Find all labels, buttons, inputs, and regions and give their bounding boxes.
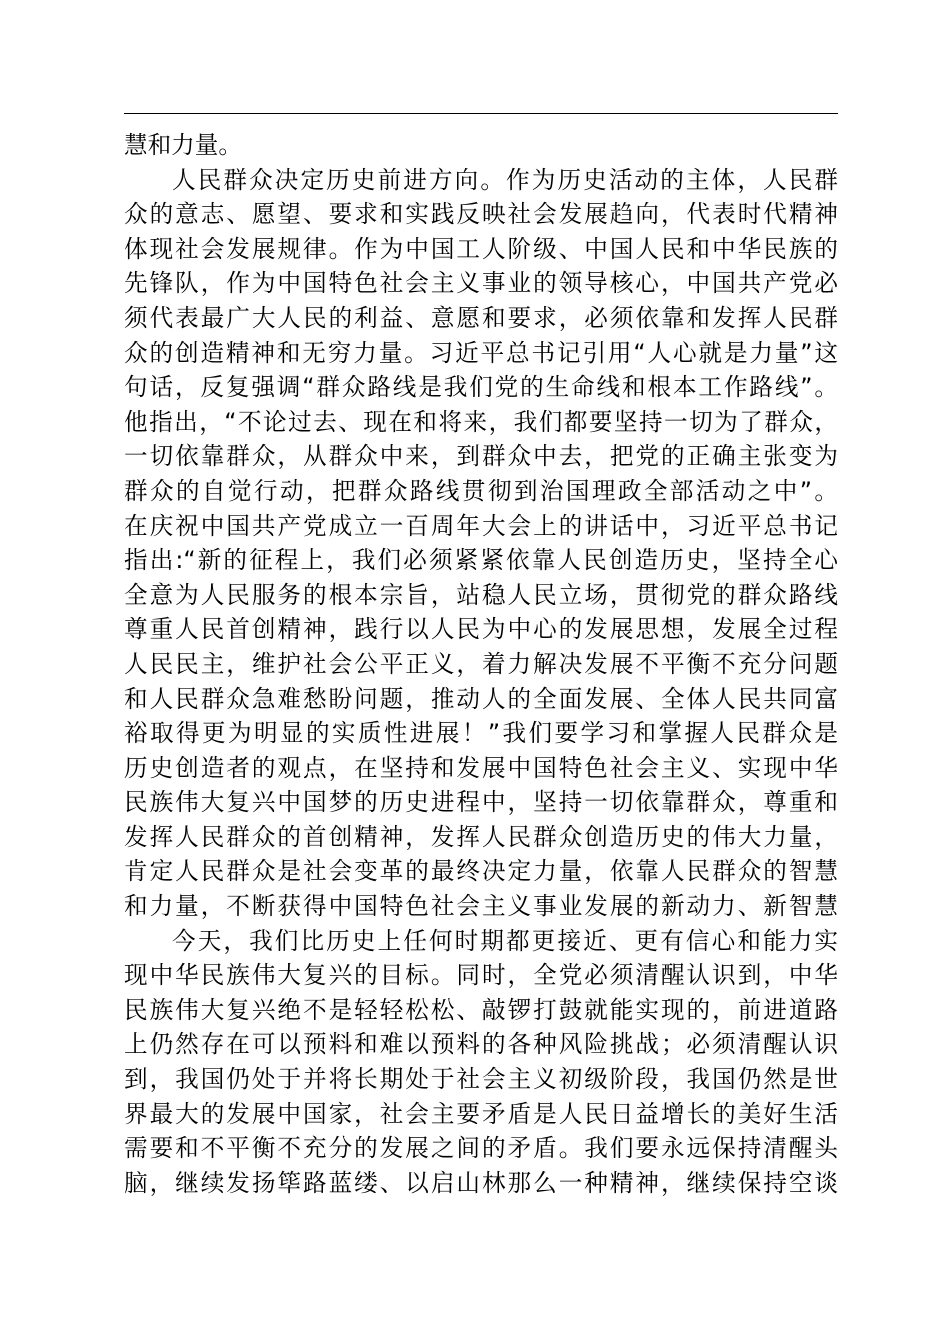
text-line: 尊重人民首创精神，践行以人民为中心的发展思想，发展全过程 [124,615,838,644]
text-line: 句话，反复强调“群众路线是我们党的生命线和根本工作路线”。 [124,373,838,402]
text-line: 需要和不平衡不充分的发展之间的矛盾。我们要永远保持清醒头 [124,1134,838,1163]
text-line: 民族伟大复兴绝不是轻轻松松、敲锣打鼓就能实现的，前进道路 [124,995,838,1024]
text-line: 裕取得更为明显的实质性进展！”我们要学习和掌握人民群众是 [124,719,838,748]
text-line: 一切依靠群众，从群众中来，到群众中去，把党的正确主张变为 [124,442,838,471]
text-line: 到，我国仍处于并将长期处于社会主义初级阶段，我国仍然是世 [124,1065,838,1094]
text-line: 全意为人民服务的根本宗旨，站稳人民立场，贯彻党的群众路线 [124,580,838,609]
text-line: 群众的自觉行动，把群众路线贯彻到治国理政全部活动之中”。 [124,476,838,505]
text-line: 和力量，不断获得中国特色社会主义事业发展的新动力、新智慧 [124,892,838,921]
text-line: 人民民主，维护社会公平正义，着力解决发展不平衡不充分问题 [124,649,838,678]
paragraph-start-line: 人民群众决定历史前进方向。作为历史活动的主体，人民群 [172,165,838,194]
body-text [124,128,838,1200]
text-line: 肯定人民群众是社会变革的最终决定力量，依靠人民群众的智慧 [124,857,838,886]
text-line: 指出:“新的征程上，我们必须紧紧依靠人民创造历史，坚持全心 [124,546,838,575]
text-line: 众的创造精神和无穷力量。习近平总书记引用“人心就是力量”这 [124,338,838,367]
header-rule [124,113,838,114]
text-line: 先锋队，作为中国特色社会主义事业的领导核心，中国共产党必 [124,269,838,298]
text-line: 民族伟大复兴中国梦的历史进程中，坚持一切依靠群众，尊重和 [124,788,838,817]
text-line: 慧和力量。 [124,131,242,159]
text-line: 众的意志、愿望、要求和实践反映社会发展趋向，代表时代精神 [124,200,838,229]
text-line: 体现社会发展规律。作为中国工人阶级、中国人民和中华民族的 [124,234,838,263]
text-line: 在庆祝中国共产党成立一百周年大会上的讲话中，习近平总书记 [124,511,838,540]
text-line: 他指出，“不论过去、现在和将来，我们都要坚持一切为了群众， [124,407,838,436]
text-line: 发挥人民群众的首创精神，发挥人民群众创造历史的伟大力量， [124,822,838,851]
text-line: 和人民群众急难愁盼问题，推动人的全面发展、全体人民共同富 [124,684,838,713]
text-line: 脑，继续发扬筚路蓝缕、以启山林那么一种精神，继续保持空谈 [124,1168,838,1197]
text-line: 上仍然存在可以预料和难以预料的各种风险挑战；必须清醒认识 [124,1030,838,1059]
text-line: 历史创造者的观点，在坚持和发展中国特色社会主义、实现中华 [124,753,838,782]
paragraph-start-line: 今天，我们比历史上任何时期都更接近、更有信心和能力实 [172,926,838,955]
text-line: 须代表最广大人民的利益、意愿和要求，必须依靠和发挥人民群 [124,303,838,332]
text-line: 现中华民族伟大复兴的目标。同时，全党必须清醒认识到，中华 [124,961,838,990]
text-line: 界最大的发展中国家，社会主要矛盾是人民日益增长的美好生活 [124,1099,838,1128]
